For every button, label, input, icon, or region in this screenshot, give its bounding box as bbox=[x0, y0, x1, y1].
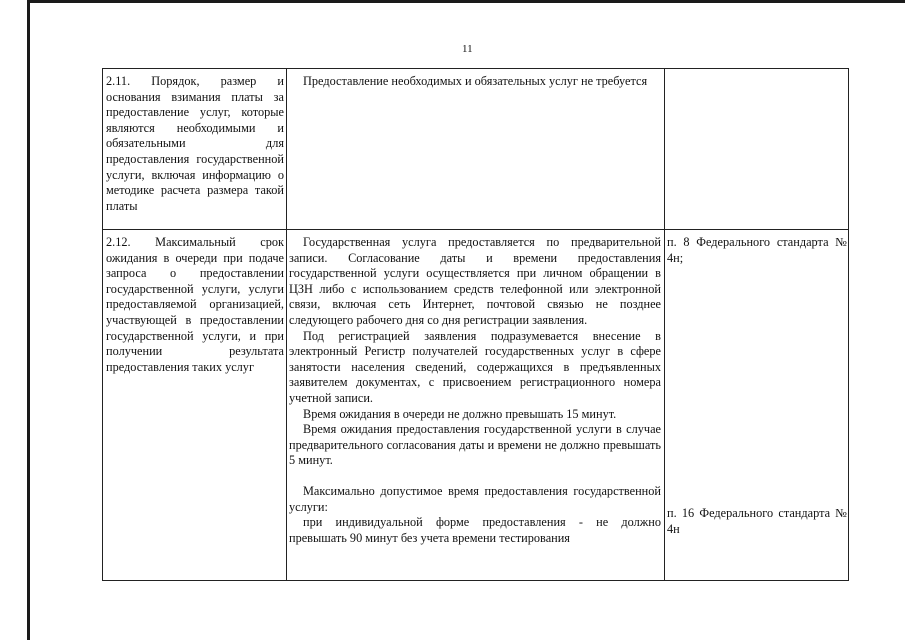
column-divider bbox=[286, 230, 287, 581]
item-cell: 2.11. Порядок, размер и основания взимания платы за предоставление услуг, которые являются необходимыми и обязательными для предоставления государственной услуги, включая информацию о методике расчета размера такой платы bbox=[106, 74, 284, 213]
column-divider bbox=[286, 69, 287, 229]
content-paragraph: при индивидуальной форме предоставления - не должно превышать 90 минут без учета времени тестирования bbox=[289, 515, 661, 545]
reference-cell bbox=[667, 69, 847, 74]
content-cell bbox=[289, 69, 661, 90]
item-cell: 2.12. Максимальный срок ожидания в очереди при подаче запроса о предоставлении государственной услуги, услуги предоставляемой организацией, участвующей в предоставлении государственной услуги, и при получении результата предоставления таких услуг bbox=[106, 235, 284, 374]
content-paragraph: Государственная услуга предоставляется по предварительной записи. Согласование даты и времени предоставления государственной услуги осуществляется при личном обращении в ЦЗН либо с использованием средств телефонной или электронной связи, включая сеть Интернет, почтовой связью не позднее следующего рабочего дня со дня регистрации заявления. bbox=[289, 235, 661, 327]
content-paragraph: Время ожидания в очереди не должно превышать 15 минут. bbox=[303, 406, 617, 421]
scan-edge-top bbox=[28, 0, 905, 3]
reference-text: п. 16 Федерального стандарта № 4н bbox=[667, 506, 847, 536]
reference-text: п. 8 Федерального стандарта № 4н; bbox=[667, 235, 847, 265]
content-block-second bbox=[289, 484, 661, 546]
content-paragraph: Максимально допустимое время предоставления государственной услуги: bbox=[289, 483, 661, 514]
table-row bbox=[103, 69, 848, 230]
content-paragraph: Время ожидания предоставления государственной услуги в случае предварительного согласования даты и времени не должно превышать 5 минут. bbox=[289, 422, 661, 468]
page-number: 11 bbox=[462, 43, 473, 55]
content-cell bbox=[289, 230, 661, 546]
scan-edge-left bbox=[0, 0, 30, 640]
reference-cell bbox=[667, 230, 847, 536]
table-row bbox=[103, 230, 848, 581]
content-paragraph: Под регистрацией заявления подразумевается внесение в электронный Регистр получателей государственных услуг в сфере занятости населения сведений, содержащихся в предъявленных заявителем документах, с присвоением регистрационного номера учетной записи. bbox=[289, 328, 661, 405]
content-paragraph: Предоставление необходимых и обязательных услуг не требуется bbox=[303, 74, 648, 88]
column-divider bbox=[664, 230, 665, 581]
column-divider bbox=[664, 69, 665, 229]
regulation-table bbox=[102, 68, 849, 581]
